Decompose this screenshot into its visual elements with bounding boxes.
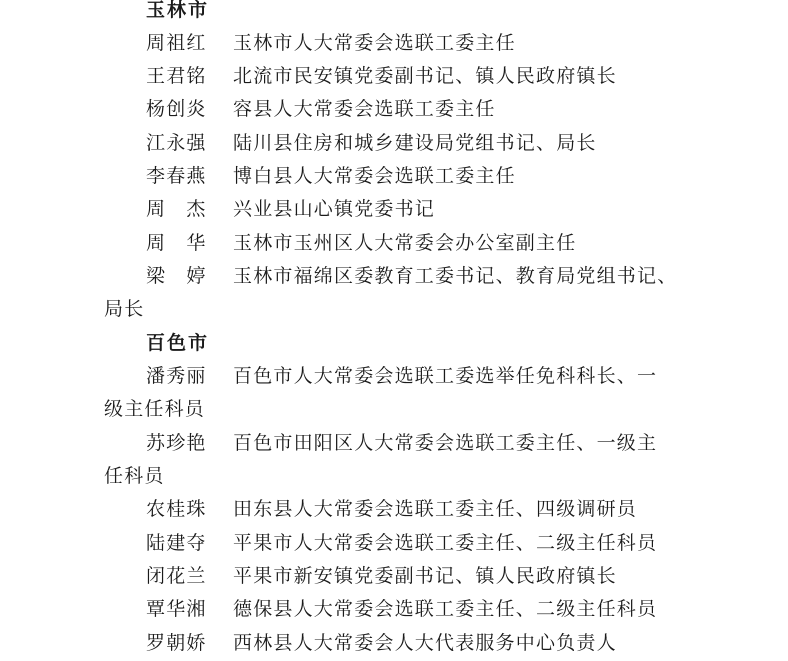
person-role-continuation: 局长 [104, 298, 145, 320]
list-item [146, 497, 637, 521]
person-role: 兴业县山心镇党委书记 [233, 198, 436, 220]
person-role: 平果市新安镇党委副书记、镇人民政府镇长 [233, 565, 617, 587]
person-role: 陆川县住房和城乡建设局党组书记、局长 [233, 132, 597, 154]
section-heading-yulin: 玉林市 [146, 0, 210, 21]
person-role: 田东县人大常委会选联工委主任、四级调研员 [233, 498, 638, 520]
list-item [146, 364, 657, 388]
list-item [146, 64, 617, 88]
person-name: 覃华湘 [146, 598, 207, 620]
person-role-continuation: 任科员 [104, 465, 165, 487]
person-name: 杨创炎 [146, 98, 207, 120]
person-role: 百色市人大常委会选联工委选举任免科科长、一 [233, 365, 658, 387]
list-item [146, 97, 496, 121]
person-role: 西林县人大常委会人大代表服务中心负责人 [233, 632, 617, 654]
person-name: 苏珍艳 [146, 432, 207, 454]
person-role: 玉林市福绵区委教育工委书记、教育局党组书记、 [233, 265, 678, 287]
person-name: 周 华 [146, 232, 207, 254]
list-item [146, 264, 677, 288]
person-name: 潘秀丽 [146, 365, 207, 387]
list-item [146, 631, 617, 655]
person-name: 罗朝娇 [146, 632, 207, 654]
person-name: 农桂珠 [146, 498, 207, 520]
person-role: 平果市人大常委会选联工委主任、二级主任科员 [233, 532, 658, 554]
list-item [146, 231, 576, 255]
person-role-continuation: 级主任科员 [104, 398, 206, 420]
person-role: 玉林市人大常委会选联工委主任 [233, 32, 516, 54]
person-role: 玉林市玉州区人大常委会办公室副主任 [233, 232, 577, 254]
list-item [146, 131, 597, 155]
person-name: 闭花兰 [146, 565, 207, 587]
person-name: 陆建夺 [146, 532, 207, 554]
list-item [146, 597, 657, 621]
person-name: 王君铭 [146, 65, 207, 87]
person-name: 梁 婷 [146, 265, 207, 287]
person-name: 周祖红 [146, 32, 207, 54]
person-role: 德保县人大常委会选联工委主任、二级主任科员 [233, 598, 658, 620]
list-item [146, 164, 516, 188]
list-item [146, 531, 657, 555]
person-name: 李春燕 [146, 165, 207, 187]
list-item [146, 564, 617, 588]
person-role: 北流市民安镇党委副书记、镇人民政府镇长 [233, 65, 617, 87]
list-item [146, 197, 435, 221]
person-name: 江永强 [146, 132, 207, 154]
list-item [146, 31, 516, 55]
person-name: 周 杰 [146, 198, 207, 220]
person-role: 博白县人大常委会选联工委主任 [233, 165, 516, 187]
list-item [146, 431, 657, 455]
person-role: 百色市田阳区人大常委会选联工委主任、一级主 [233, 432, 658, 454]
person-role: 容县人大常委会选联工委主任 [233, 98, 496, 120]
section-heading-baise: 百色市 [146, 332, 210, 354]
